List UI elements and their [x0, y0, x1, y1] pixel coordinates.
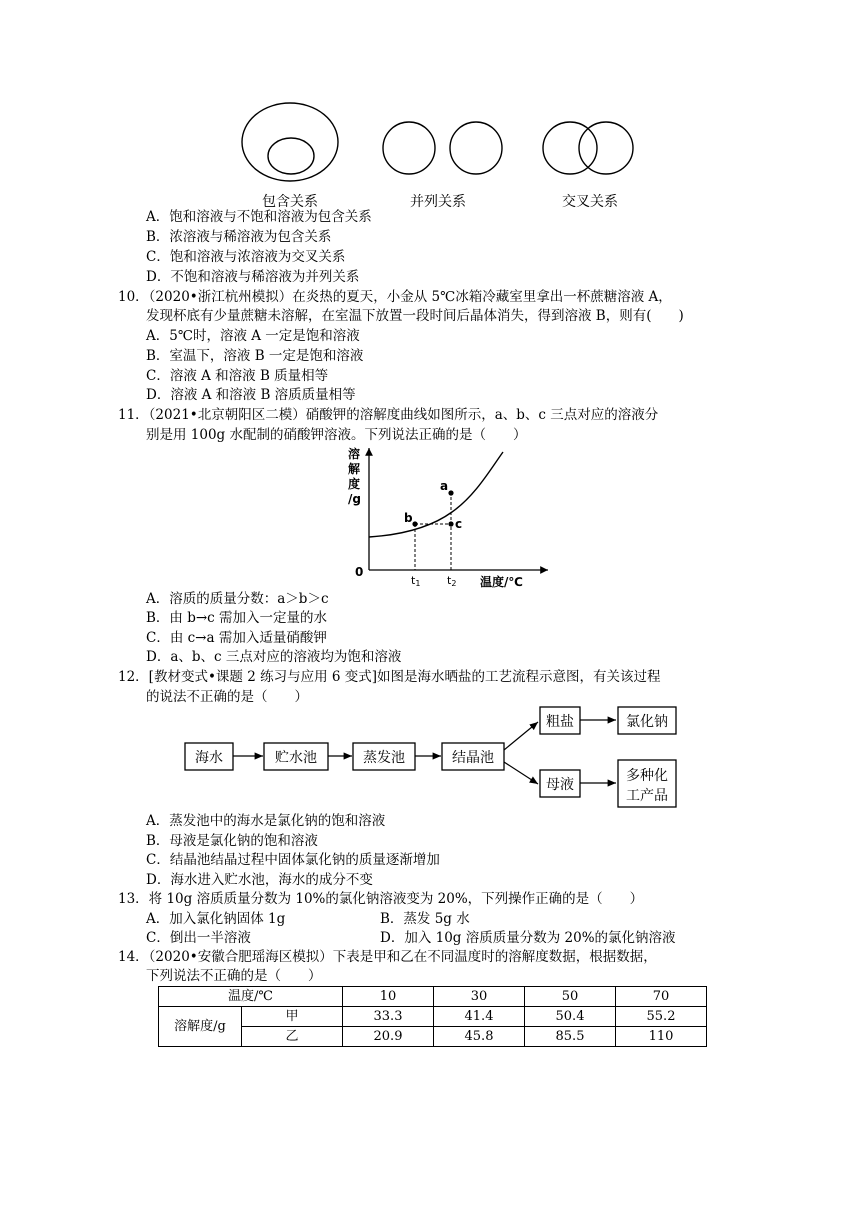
cross-relation-label: 交叉关系 [562, 194, 618, 210]
contain-relation-diagram [242, 103, 338, 181]
q13-stem: 13．将 10g 溶质质量分数为 10%的氯化钠溶液变为 20%，下列操作正确的是（ ） [118, 891, 644, 907]
table-cell: 55.2 [616, 1007, 707, 1027]
table-cell: 110 [616, 1027, 707, 1047]
solubility-curve-graph [340, 440, 560, 590]
cross-relation-diagram [543, 122, 633, 174]
solubility-table [158, 986, 707, 1047]
label-products-line2: 工产品 [626, 788, 668, 804]
q11-option-b: B．由 b→c 需加入一定量的水 [146, 610, 328, 626]
q12-option-b: B．母液是氯化钠的饱和溶液 [146, 833, 318, 849]
q10-stem-line2: 发现杯底有少量蔗糖未溶解，在室温下放置一段时间后晶体消失，得到溶液 B，则有( ) [146, 308, 684, 324]
label-reservoir: 贮水池 [275, 750, 317, 766]
y-axis-label-2: 解 [348, 462, 361, 476]
point-c [448, 521, 453, 526]
table-cell: 85.5 [525, 1027, 616, 1047]
label-seawater: 海水 [195, 750, 223, 766]
table-header-10: 10 [343, 987, 434, 1007]
q11-stem-line2: 别是用 100g 水配制的硝酸钾溶液。下列说法正确的是（ ） [146, 427, 527, 443]
q12-option-d: D．海水进入贮水池，海水的成分不变 [146, 872, 373, 888]
parallel-relation-diagram [383, 122, 502, 174]
point-b-label: b [404, 511, 413, 525]
x-axis-label: 温度/℃ [480, 575, 523, 589]
table-header-temp: 温度/℃ [159, 987, 343, 1007]
q13-option-d: D．加入 10g 溶质质量分数为 20%的氯化钠溶液 [380, 930, 676, 946]
contain-relation-label: 包含关系 [262, 194, 318, 210]
q14-stem-line1: 14．（2020•安徽合肥瑶海区模拟）下表是甲和乙在不同温度时的溶解度数据，根据数据， [118, 949, 657, 965]
q13-option-a: A．加入氯化钠固体 1g [146, 911, 286, 927]
label-crude-salt: 粗盐 [546, 714, 574, 730]
y-axis-label-3: 度 [348, 477, 361, 491]
t2-label: t2 [447, 574, 457, 588]
t1-label: t1 [411, 574, 421, 588]
table-row-name-yi: 乙 [242, 1027, 343, 1047]
q10-option-b: B．室温下，溶液 B 一定是饱和溶液 [146, 348, 364, 364]
point-c-label: c [455, 517, 463, 531]
table-row-group-label: 溶解度/g [159, 1007, 242, 1047]
label-nacl: 氯化钠 [626, 714, 668, 730]
label-crystallization: 结晶池 [452, 750, 494, 766]
q9-option-c: C．饱和溶液与浓溶液为交叉关系 [146, 249, 346, 265]
y-axis-label-4: /g [348, 492, 361, 506]
table-cell: 41.4 [434, 1007, 525, 1027]
q11-option-c: C．由 c→a 需加入适量硝酸钾 [146, 630, 327, 646]
y-axis-label-1: 溶 [348, 447, 361, 461]
label-products-line1: 多种化 [626, 768, 668, 784]
arrow-crystallization-mother-liquor [504, 762, 538, 784]
q11-option-d: D．a、b、c 三点对应的溶液均为饱和溶液 [146, 649, 402, 665]
origin-label: 0 [355, 565, 364, 579]
label-evaporation: 蒸发池 [363, 750, 405, 766]
q12-stem-line2: 的说法不正确的是（ ） [146, 689, 308, 705]
q10-option-d: D．溶液 A 和溶液 B 溶质质量相等 [146, 387, 356, 403]
table-cell: 45.8 [434, 1027, 525, 1047]
q10-option-c: C．溶液 A 和溶液 B 质量相等 [146, 368, 329, 384]
table-header-70: 70 [616, 987, 707, 1007]
q14-stem-line2: 下列说法不正确的是（ ） [146, 968, 322, 984]
point-b [412, 521, 417, 526]
q13-option-b: B．蒸发 5g 水 [380, 911, 470, 927]
parallel-relation-label: 并列关系 [410, 194, 466, 210]
table-cell: 20.9 [343, 1027, 434, 1047]
table-cell: 50.4 [525, 1007, 616, 1027]
q10-option-a: A．5℃时，溶液 A 一定是饱和溶液 [146, 328, 360, 344]
relations-figure [230, 100, 650, 215]
q13-option-c: C．倒出一半溶液 [146, 930, 251, 946]
sea-salt-flowchart [180, 700, 680, 815]
point-a-label: a [440, 479, 449, 493]
q12-option-a: A．蒸发池中的海水是氯化钠的饱和溶液 [146, 813, 386, 829]
q12-option-c: C．结晶池结晶过程中固体氯化钠的质量逐渐增加 [146, 852, 440, 868]
q9-option-b: B．浓溶液与稀溶液为包含关系 [146, 229, 332, 245]
q11-option-a: A．溶质的质量分数：a＞b＞c [146, 591, 329, 607]
table-header-50: 50 [525, 987, 616, 1007]
arrow-crystallization-crude-salt [504, 722, 538, 750]
label-mother-liquor: 母液 [546, 777, 574, 793]
table-row-name-jia: 甲 [242, 1007, 343, 1027]
q12-stem-line1: 12．[教材变式•课题 2 练习与应用 6 变式]如图是海水晒盐的工艺流程示意图，有关该过程 [118, 669, 661, 685]
table-cell: 33.3 [343, 1007, 434, 1027]
q11-stem-line1: 11．（2021•北京朝阳区二模）硝酸钾的溶解度曲线如图所示，a、b、c 三点对应的溶液分 [118, 407, 659, 423]
point-a [448, 490, 453, 495]
q9-option-a: A．饱和溶液与不饱和溶液为包含关系 [146, 209, 372, 225]
q9-option-d: D．不饱和溶液与稀溶液为并列关系 [146, 269, 360, 285]
table-header-30: 30 [434, 987, 525, 1007]
q10-stem-line1: 10．（2020•浙江杭州模拟）在炎热的夏天，小金从 5℃冰箱冷藏室里拿出一杯蔗糖溶液 A， [118, 289, 672, 305]
